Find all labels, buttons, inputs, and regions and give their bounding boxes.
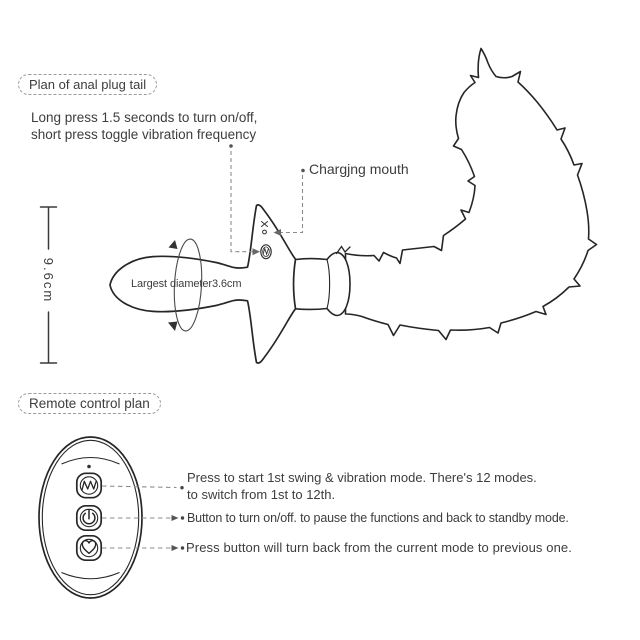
instruction-line-2: short press toggle vibration frequency [31, 126, 257, 142]
rotation-arrow-top [169, 240, 178, 249]
power-button-description: Button to turn on/off. to pause the functions and back to standby mode. [187, 511, 569, 525]
length-label: 9.6cm [41, 257, 56, 304]
long-press-instruction [31, 110, 257, 143]
remote-plan-title-badge: Remote control plan [18, 393, 161, 414]
instruction-line-1: Long press 1.5 seconds to turn on/off, [31, 110, 258, 125]
vibration-desc-line-1: Press to start 1st swing & vibration mode. There's 12 modes. [187, 470, 537, 485]
led-indicator-dot [87, 465, 91, 469]
fox-tail-illustration [346, 49, 597, 340]
plug-tail-connector [293, 253, 351, 316]
charging-mouth-label: Chargjng mouth [309, 161, 409, 177]
plug-plan-title-badge: Plan of anal plug tail [18, 74, 157, 95]
vibration-desc-line-2: to switch from 1st to 12th. [187, 487, 336, 502]
plug-vibration-button-marker [261, 245, 271, 259]
heart-button-description: Press button will turn back from the current mode to previous one. [186, 540, 572, 555]
leader-line-charging-mouth [274, 169, 305, 236]
vibration-button-description [187, 469, 537, 503]
diameter-label: Largest diameter3.6cm [131, 278, 242, 290]
rotation-arrow-bottom [168, 322, 178, 332]
